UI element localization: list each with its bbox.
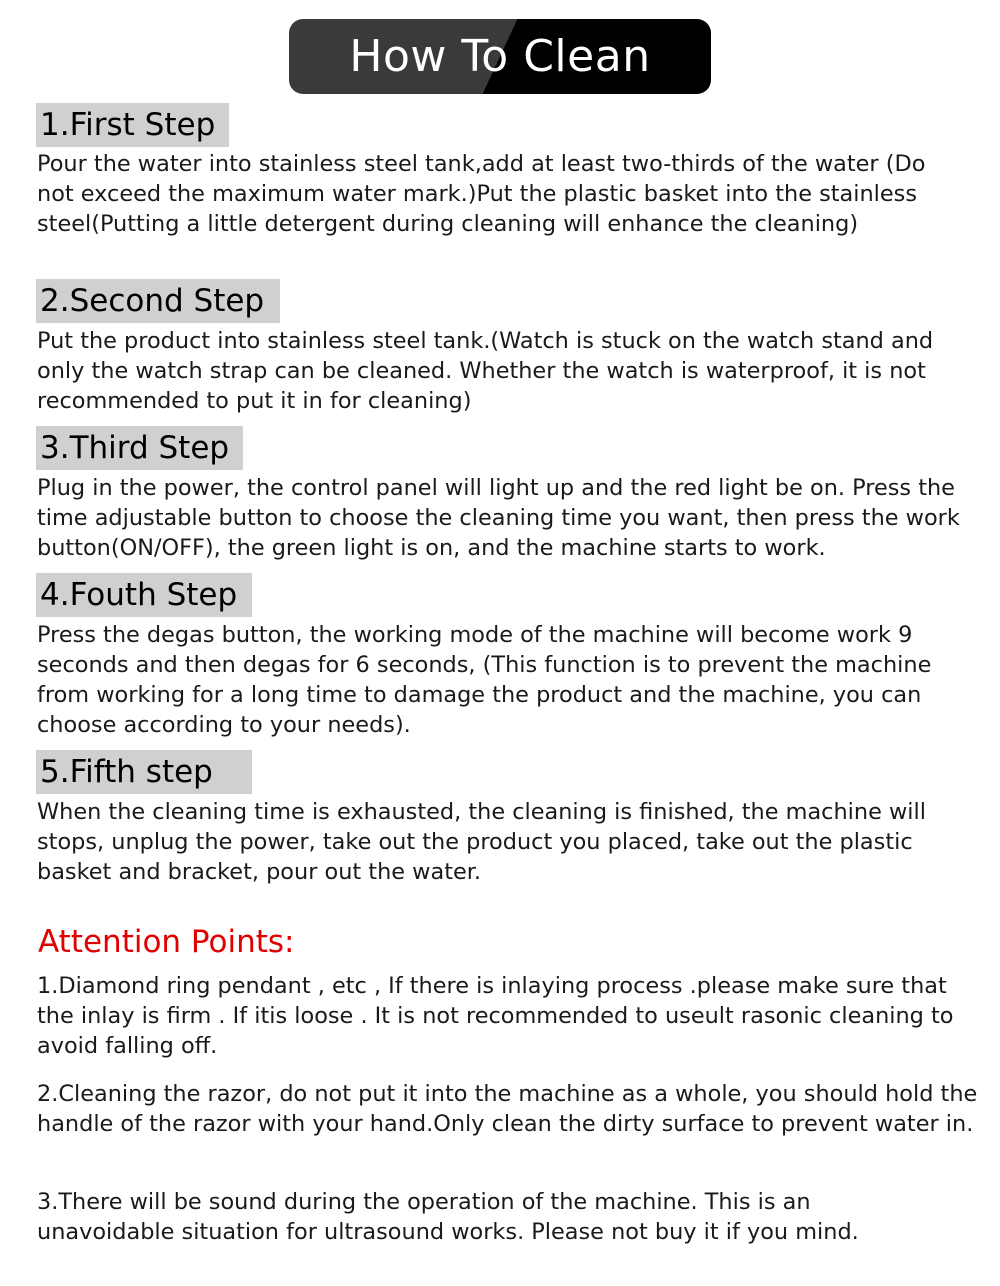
step-3-heading: 3.Third Step	[36, 426, 243, 470]
page-title: How To Clean	[349, 31, 651, 82]
step-2-text: Put the product into stainless steel tank.(Watch is stuck on the watch stand and only the watch strap can be cleaned. Whether the watch is waterproof, it is not recommended to put it in for cleaning)	[37, 328, 934, 414]
attention-point-3: 3.There will be sound during the operation of the machine. This is an unavoidable situation for ultrasound works. Please not buy it if you mind.	[37, 1189, 859, 1245]
attention-point-1: 1.Diamond ring pendant , etc , If there is inlaying process .please make sure that the inlay is firm . If itis loose . It is not recommended to useult rasonic cleaning to avoid falling off.	[37, 973, 954, 1059]
step-5-heading: 5.Fifth step	[36, 750, 252, 794]
step-4-text: Press the degas button, the working mode of the machine will become work 9 seconds and then degas for 6 seconds, (This function is to prevent the machine from working for a long time to damage the product and the machine, you can choose according to your needs).	[37, 622, 932, 738]
step-5-text: When the cleaning time is exhausted, the cleaning is finished, the machine will stops, unplug the power, take out the product you placed, take out the plastic basket and bracket, pour out the water.	[37, 799, 926, 885]
step-4-heading: 4.Fouth Step	[36, 573, 252, 617]
step-1-heading: 1.First Step	[36, 103, 229, 147]
attention-title: Attention Points:	[38, 924, 295, 960]
step-2-heading: 2.Second Step	[36, 279, 280, 323]
attention-point-2: 2.Cleaning the razor, do not put it into the machine as a whole, you should hold the handle of the razor with your hand.Only clean the dirty surface to prevent water in.	[37, 1081, 978, 1137]
step-3-text: Plug in the power, the control panel will light up and the red light be on. Press the time adjustable button to choose the cleaning time you want, then press the work button(ON/OFF), the green light is on, and the machine starts to work.	[37, 475, 960, 561]
title-banner	[289, 19, 711, 94]
step-1-text: Pour the water into stainless steel tank,add at least two-thirds of the water (Do not exceed the maximum water mark.)Put the plastic basket into the stainless steel(Putting a little detergent during cleaning will enhance the cleaning)	[37, 151, 926, 237]
